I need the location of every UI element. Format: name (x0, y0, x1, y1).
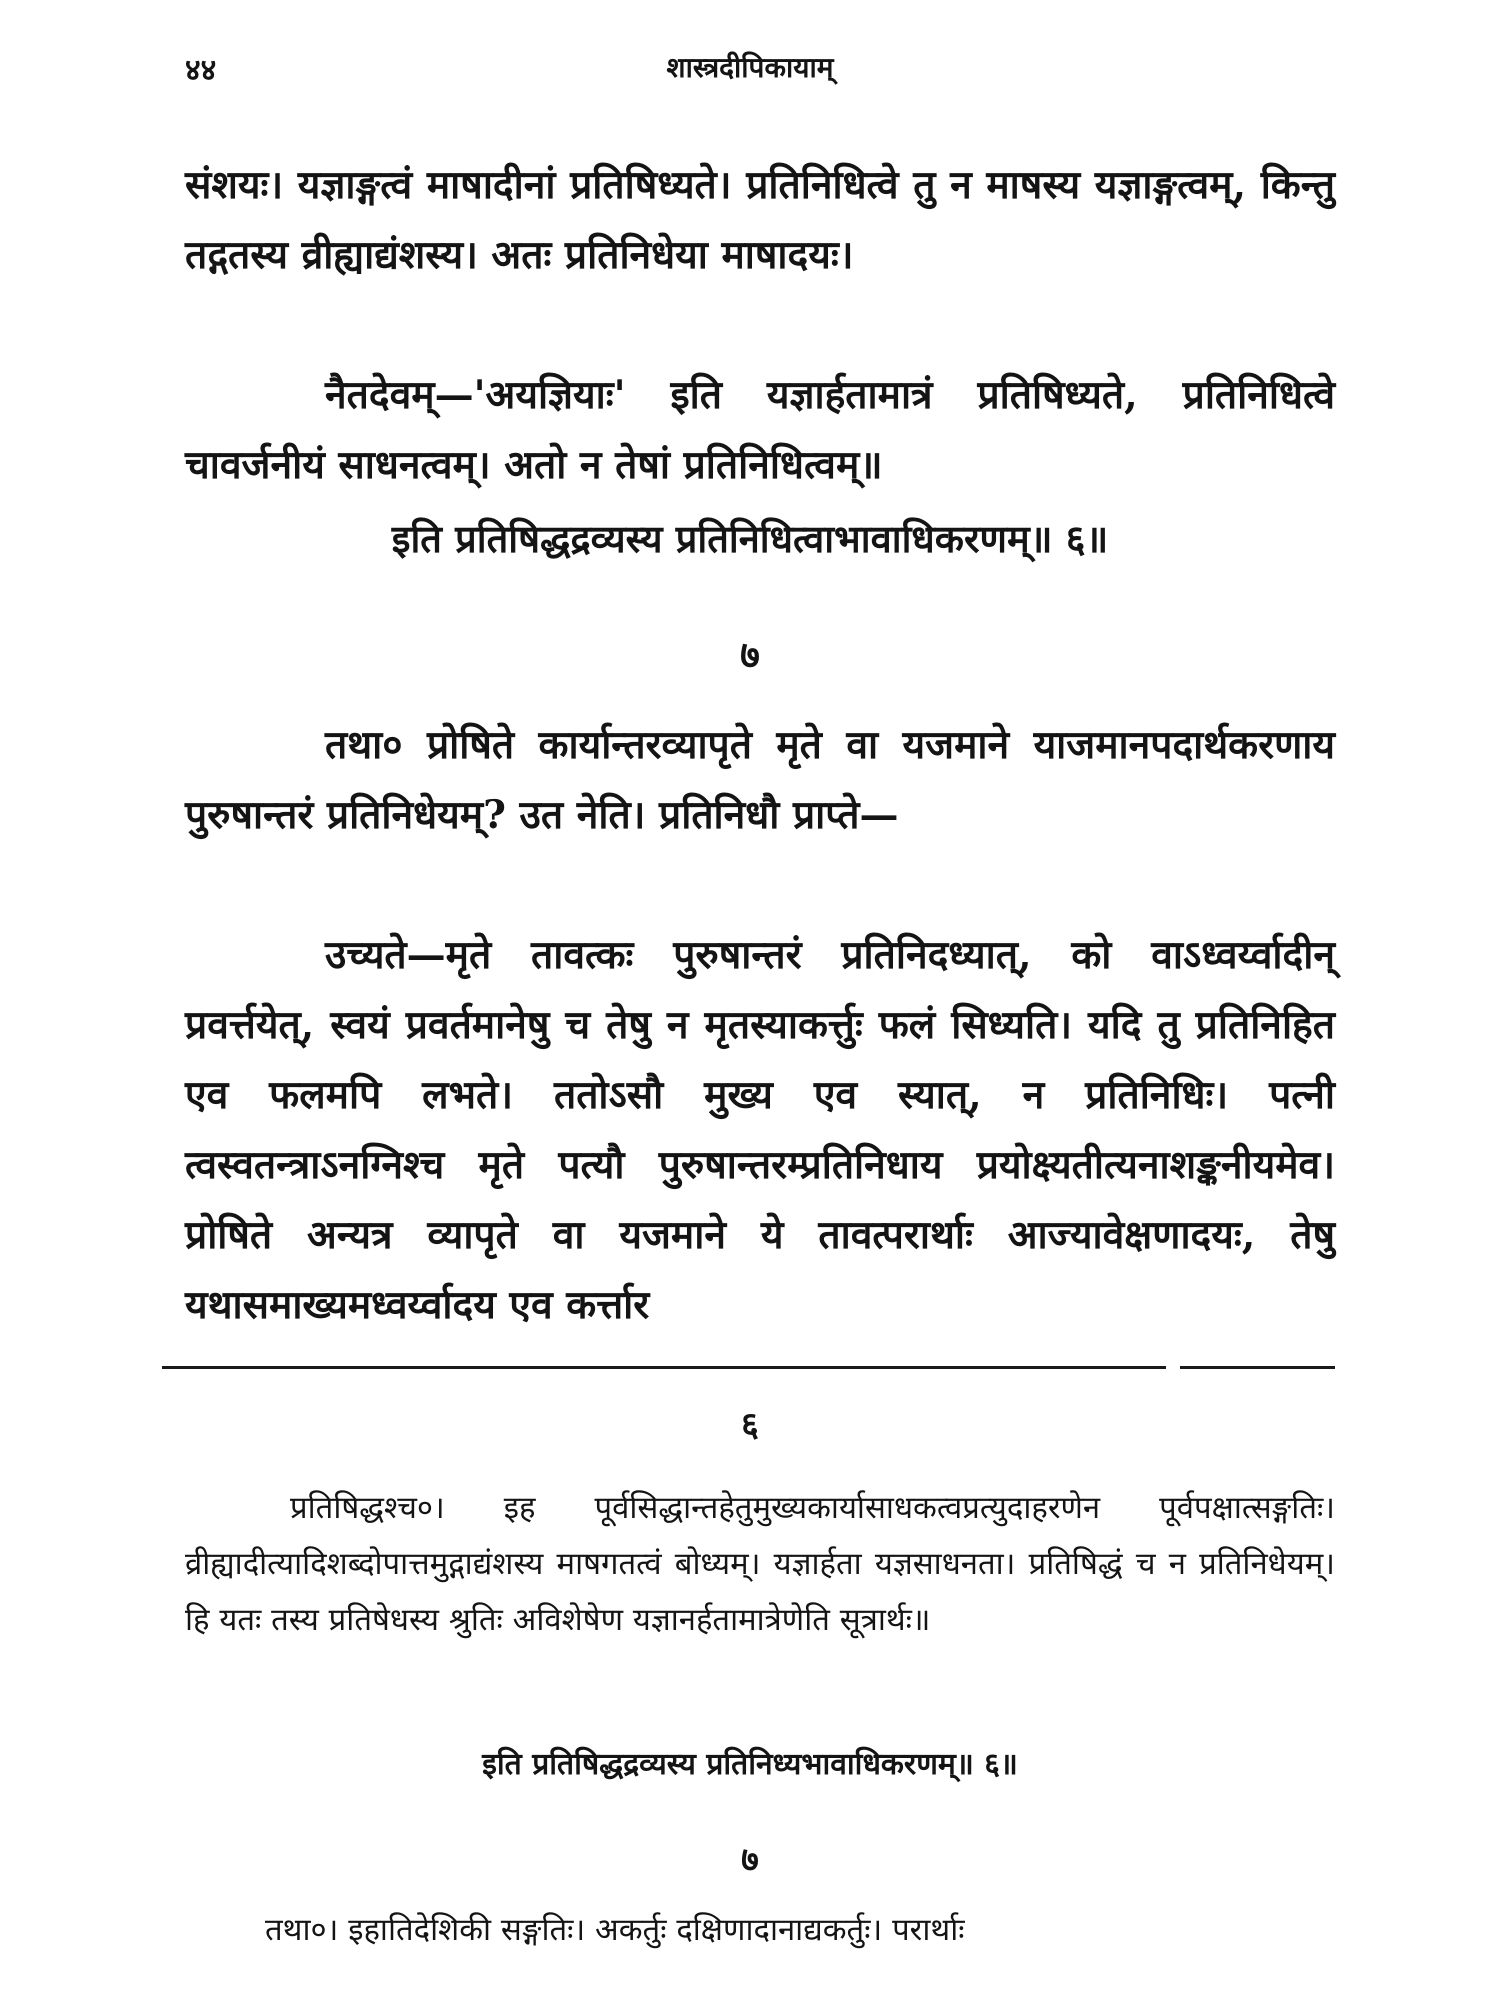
section-number: ७ (740, 632, 760, 677)
main-paragraph-2 (185, 360, 1335, 500)
note-section-number-2: ७ (741, 1840, 759, 1880)
running-head (0, 48, 1500, 92)
section-colophon: इति प्रतिषिद्धद्रव्यस्य प्रतिनिधित्वाभावाधिकरणम्॥ ६॥ (391, 516, 1109, 561)
footnote-divider-short (1180, 1366, 1335, 1369)
note-colophon: इति प्रतिषिद्धद्रव्यस्य प्रतिनिध्यभावाधिकरणम्॥ ६॥ (482, 1747, 1018, 1782)
note-section-number: ६ (741, 1405, 759, 1445)
main-paragraph-1 (185, 150, 1335, 290)
paragraph-text: नैतदेवम्—'अयज्ञियाः' इति यज्ञार्हतामात्रं प्रतिषिध्यते, प्रतिनिधित्वे चावर्जनीयं साधनत्वम्। अतो न तेषां प्रतिनिधित्वम्॥ (185, 372, 1335, 488)
paragraph-text: उच्यते—मृते तावत्कः पुरुषान्तरं प्रतिनिदध्यात्, को वाऽध्वर्य्वादीन् प्रवर्त्तयेत्, स्वयं प्रवर्तमानेषु च तेषु न मृतस्याकर्त्तुः फलं सिध्यति। यदि तु प्रतिनिहित एव फलमपि लभते। ततोऽसौ मुख्य एव स्यात्, न प्रतिनिधिः। पत्नी त्वस्वतन्त्राऽनग्निश्च मृते पत्यौ पुरुषान्तरम्प्रतिनिधाय प्रयोक्ष्यतीत्यनाशङ्कनीयमेव। प्रोषिते अन्यत्र व्यापृते वा यजमाने ये तावत्परार्थाः आज्यावेक्षणादयः, तेषु यथासमाख्यमध्वर्य्वादय एव कर्त्तार (185, 932, 1335, 1328)
note-paragraph-1 (185, 1480, 1335, 1648)
paragraph-text: तथा० प्रोषिते कार्यान्तरव्यापृते मृते वा यजमाने याजमानपदार्थकरणाय पुरुषान्तरं प्रतिनिधेयम्? उत नेति। प्रतिनिधौ प्राप्ते— (185, 722, 1335, 838)
note-text: प्रतिषिद्धश्च०। इह पूर्वसिद्धान्तहेतुमुख्यकार्यासाधकत्वप्रत्युदाहरणेन पूर्वपक्षात्सङ्गतिः। व्रीह्यादीत्यादिशब्दोपात्तमुद्गाद्यंशस्य माषगतत्वं बोध्यम्। यज्ञार्हता यज्ञसाधनता। प्रतिषिद्धं च न प्रतिनिधेयम्। हि यतः तस्य प्रतिषेधस्य श्रुतिः अविशेषेण यज्ञानर्हतामात्रेणेति सूत्रार्थः॥ (185, 1490, 1335, 1638)
running-title: शास्त्रदीपिकायाम् (666, 51, 834, 84)
main-paragraph-3 (185, 710, 1335, 850)
note-paragraph-2: तथा०। इहातिदेशिकी सङ्गतिः। अकर्तुः दक्षिणादानाद्यकर्तुः। परार्थाः (265, 1912, 965, 1948)
footnote-divider (162, 1366, 1166, 1369)
page-number: ४४ (185, 53, 217, 88)
main-paragraph-4 (185, 920, 1335, 1340)
paragraph-text: संशयः। यज्ञाङ्गत्वं माषादीनां प्रतिषिध्यते। प्रतिनिधित्वे तु न माषस्य यज्ञाङ्गत्वम्, किन्तु तद्गतस्य व्रीह्याद्यंशस्य। अतः प्रतिनिधेया माषादयः। (185, 162, 1335, 278)
